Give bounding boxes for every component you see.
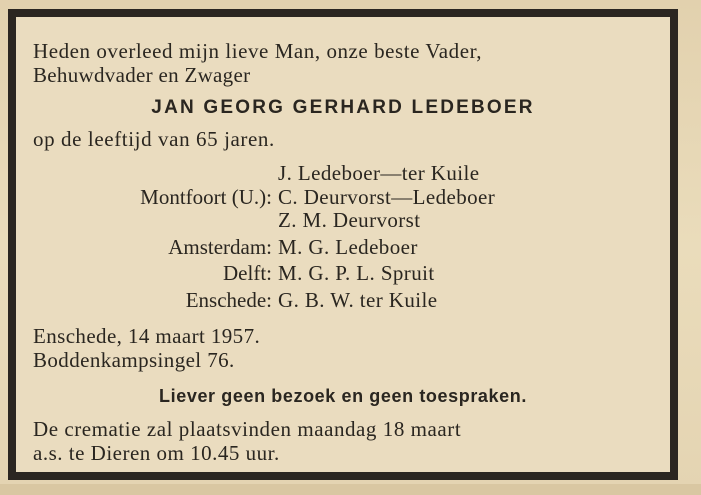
newspaper-edge	[0, 484, 701, 495]
cremation-line-2: a.s. te Dieren om 10.45 uur.	[33, 441, 280, 465]
intro-line-1: Heden overleed mijn lieve Man, onze beste Vader,	[33, 39, 483, 63]
mourner-name: Z. M. Deurvorst	[278, 208, 421, 232]
mourner-name: G. B. W. ter Kuile	[278, 288, 438, 312]
mourner-place: Amsterdam:	[168, 235, 272, 259]
intro-line-2: Behuwdvader en Zwager	[33, 63, 251, 87]
mourner-name: C. Deurvorst—Ledeboer	[278, 185, 496, 209]
obituary-content	[16, 17, 670, 472]
mourner-name: M. G. Ledeboer	[278, 235, 418, 259]
mourner-place: Enschede:	[185, 288, 272, 312]
cremation-line-1: De crematie zal plaatsvinden maandag 18 maart	[33, 417, 462, 441]
address-line: Boddenkampsingel 76.	[33, 348, 235, 372]
obituary-frame	[8, 9, 678, 480]
deceased-name: JAN GEORG GERHARD LEDEBOER	[151, 97, 535, 118]
date-line: Enschede, 14 maart 1957.	[33, 324, 261, 348]
mourner-place: Montfoort (U.):	[140, 185, 272, 209]
age-line: op de leeftijd van 65 jaren.	[33, 127, 275, 151]
mourner-place: Delft:	[223, 261, 272, 285]
mourner-name: J. Ledeboer—ter Kuile	[278, 161, 480, 185]
visit-notice: Liever geen bezoek en geen toespraken.	[159, 386, 527, 406]
mourner-name: M. G. P. L. Spruit	[278, 261, 435, 285]
